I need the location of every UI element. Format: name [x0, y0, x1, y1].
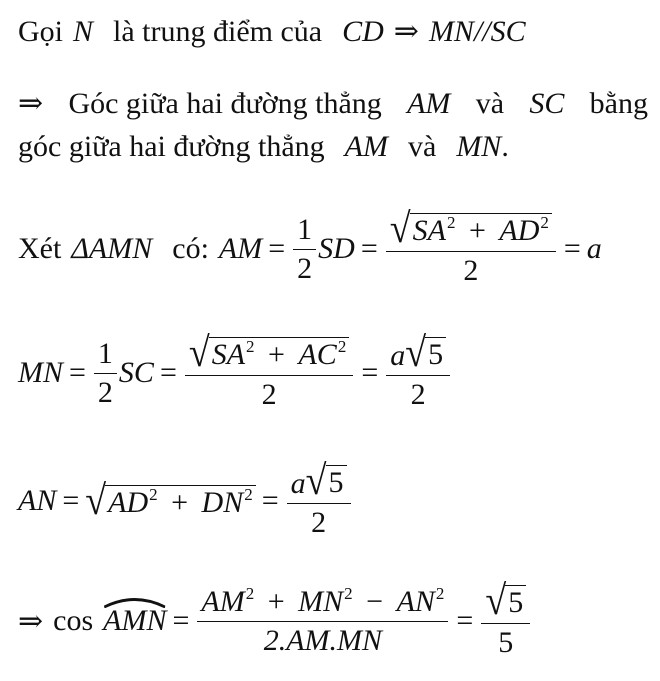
sqrt-sa-ad: √ $SA^2 + AD^2$ [390, 210, 552, 248]
equals-sign: = [456, 604, 474, 637]
period: . [501, 130, 509, 163]
var-n: N [73, 14, 94, 48]
var-am: AM [407, 86, 451, 120]
fraction-half [295, 213, 314, 286]
fraction-a-sqrt5-over-2: a √ 5 2 [388, 334, 448, 412]
text-angle-between-2: góc giữa hai đường thẳng [18, 130, 325, 163]
denominator: 2 [386, 251, 556, 288]
var-sd: SD [318, 232, 355, 265]
line-1 [18, 14, 526, 49]
var-mn: MN [456, 130, 502, 163]
text-goi: Gọi [18, 14, 63, 48]
sqrt-sa-ac: √ $SA^2 + AC^2$ [189, 334, 349, 372]
text-co: có: [172, 232, 209, 265]
denominator: 2 [293, 249, 316, 286]
text-and: và [475, 86, 505, 120]
text-xet: Xét [18, 232, 62, 265]
fraction-sqrt-sc: √ $SA^2 + AC^2$ 2 [187, 334, 351, 412]
equals-sign: = [69, 356, 86, 389]
fraction-a-sqrt5-over-2: a √ 5 2 [289, 462, 349, 540]
line-3 [18, 130, 509, 164]
fraction-cosine-rule: $\frac{AM^2 + MN^2 - AN^2}{2.AM.MN}$ [199, 585, 446, 658]
implies-arrow: ⇒ [18, 604, 44, 638]
equals-sign: = [268, 232, 286, 265]
var-sc: SC [490, 14, 526, 48]
implies-arrow: ⇒ [18, 87, 44, 120]
sqrt-5: √ 5 [306, 462, 347, 500]
var-sc: SC [529, 86, 565, 120]
fraction-half: $\frac{1}{2}$ [96, 337, 115, 410]
var-am: AM [218, 232, 263, 265]
equals-sign: = [261, 484, 279, 517]
sqrt-5: √ 5 [405, 334, 446, 372]
radical-sign: √ [85, 477, 107, 525]
var-am: AM [344, 130, 388, 163]
angle-hat-icon [103, 596, 166, 608]
fraction-sqrt5-over-5: √ 5 5 [483, 582, 528, 660]
text-angle-between: Góc giữa hai đường thẳng [68, 86, 382, 120]
triangle-amn: ΔAMN [71, 232, 153, 265]
line-4 [18, 205, 602, 288]
equals-sign: = [172, 604, 190, 637]
line-5 [18, 329, 452, 412]
equals-sign: = [361, 356, 379, 389]
implies-arrow: ⇒ [393, 15, 419, 48]
var-an: AN [18, 484, 57, 517]
equals-sign: = [360, 232, 378, 265]
var-mn: MN [428, 14, 474, 48]
cos-function: cos [53, 604, 94, 637]
var-sc: SC [118, 356, 154, 389]
line-7 [18, 577, 532, 660]
var-a: a [586, 232, 602, 265]
text-equals-word: bằng [589, 86, 648, 120]
var-mn: MN [18, 356, 63, 389]
fraction-sqrt-sd [388, 205, 554, 288]
equals-sign: = [563, 232, 581, 265]
var-cd: CD [342, 14, 384, 48]
text-midpoint: là trung điểm của [113, 14, 323, 48]
sqrt-5: √ 5 [485, 582, 526, 620]
parallel-sign: // [473, 14, 491, 48]
radical-sign: √ [389, 205, 411, 253]
line-6 [18, 457, 353, 540]
text-and: và [407, 130, 437, 163]
numerator: 1 [297, 212, 313, 246]
equals-sign: = [159, 356, 177, 389]
equals-sign: = [62, 484, 80, 517]
angle-amn: AMN [103, 604, 166, 638]
sqrt-ad-dn: √ $AD^2 + DN^2$ [85, 482, 255, 520]
radical-sign: √ [188, 329, 210, 377]
line-2 [18, 86, 648, 121]
